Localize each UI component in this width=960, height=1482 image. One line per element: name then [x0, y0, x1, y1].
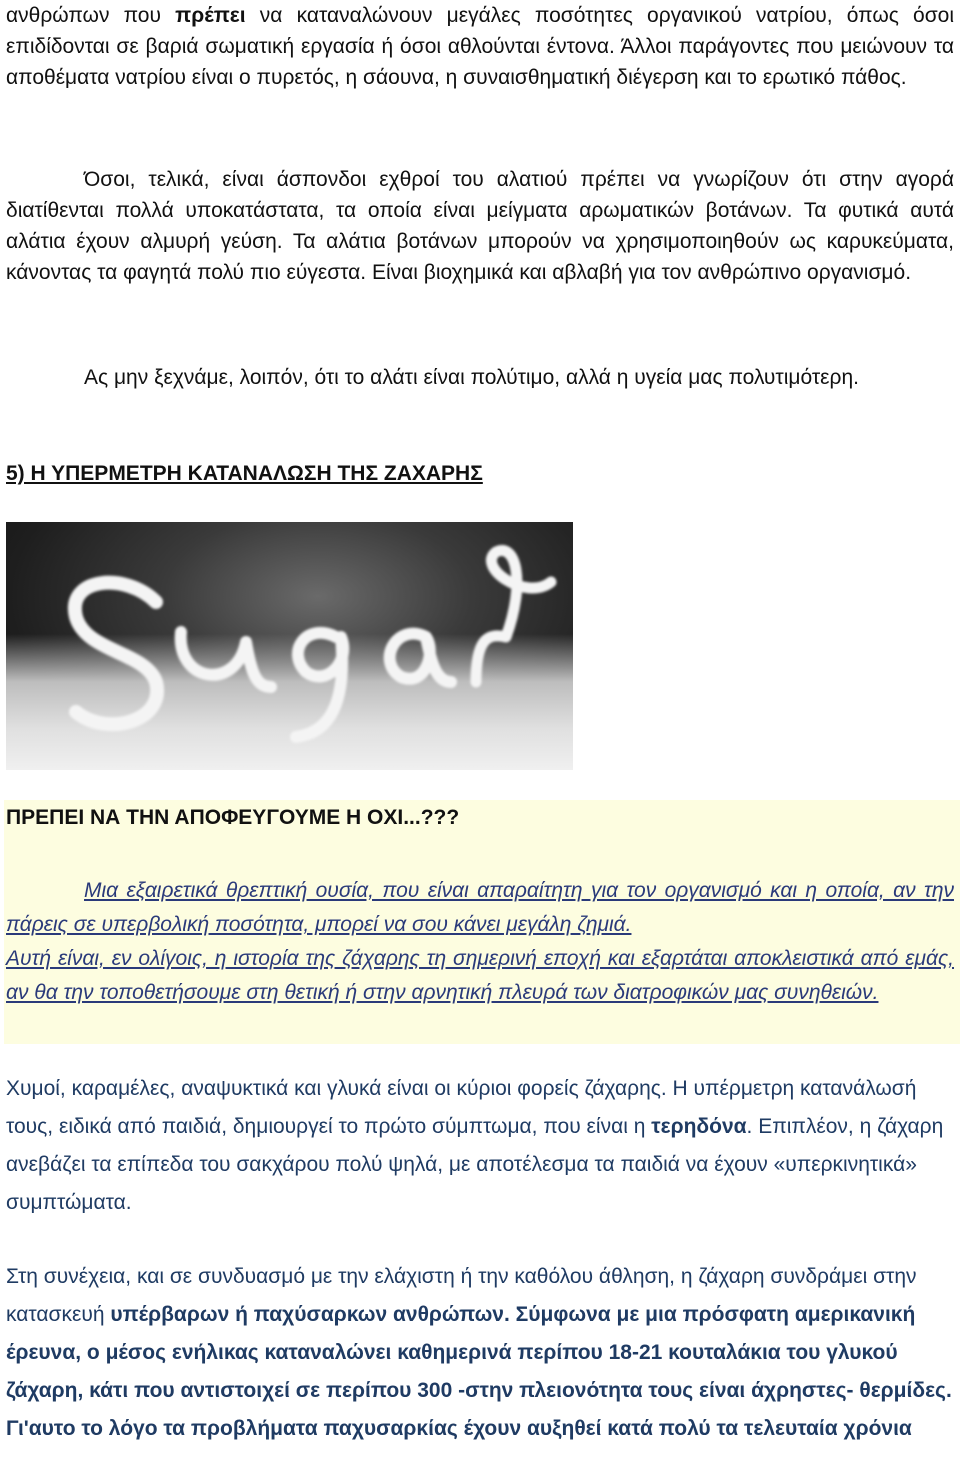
paragraph-salt-conclusion: Ας μην ξεχνάμε, λοιπόν, ότι το αλάτι είναι πολύτιμο, αλλά η υγεία μας πολυτιμότερη.	[84, 366, 859, 389]
paragraph-sugar-sources: Χυμοί, καραμέλες, αναψυκτικά και γλυκά είναι οι κύριοι φορείς ζάχαρης. Η υπέρμετρη κατανάλωσή τους, ειδικά από παιδιά, δημιουργεί το πρώτο σύμπτωμα, που είναι η τερηδόνα. Επιπλέον, η ζάχαρη ανεβάζει τα επίπεδα του σακχάρου πολύ ψηλά, με αποτέλεσμα τα παιδιά να έχουν «υπερκινητικά» συμπτώματα.	[6, 1077, 944, 1214]
emphasis-obesity-research: υπέρβαρων ή παχύσαρκων ανθρώπων. Σύμφωνα με μια πρόσφατη αμερικανική έρευνα, ο μέσος ενήλικας καταναλώνει καθημερινά περίπου 18-21 κουταλάκια του γλυκού ζάχαρη, κάτι που αντιστοιχεί σε περίπου 300 -στην πλειονότητα τους είναι άχρηστες- θερμίδες. Γι'αυτο το λόγο τα προβλήματα παχυσαρκίας έχουν αυξηθεί κατά πολύ τα τελευταία χρόνια	[6, 1303, 952, 1440]
sugar-lettering	[6, 522, 573, 770]
paragraph-sugar-obesity: Στη συνέχεια, και σε συνδυασμό με την ελάχιστη ή την καθόλου άθληση, η ζάχαρη συνδράμει στην κατασκευή υπέρβαρων ή παχύσαρκων ανθρώπων. Σύμφωνα με μια πρόσφατη αμερικανική έρευνα, ο μέσος ενήλικας καταναλώνει καθημερινά περίπου 18-21 κουταλάκια του γλυκού ζάχαρη, κάτι που αντιστοιχεί σε περίπου 300 -στην πλειονότητα τους είναι άχρηστες- θερμίδες. Γι'αυτο το λόγο τα προβλήματα παχυσαρκίας έχουν αυξηθεί κατά πολύ τα τελευταία χρόνια	[6, 1265, 952, 1440]
section-heading-sugar: 5) Η ΥΠΕΡΜΕΤΡΗ ΚΑΤΑΝΑΛΩΣΗ ΤΗΣ ΖΑΧΑΡΗΣ	[6, 462, 483, 485]
paragraph-sodium-factors: ανθρώπων που πρέπει να καταναλώνουν μεγάλες ποσότητες οργανικού νατρίου, όπως όσοι επιδίδονται σε βαριά σωματική εργασία ή όσοι αθλούνται έντονα. Άλλοι παράγοντες που μειώνουν τα αποθέματα νατρίου είναι ο πυρετός, η σάουνα, η συναισθηματική διέγερση και το ερωτικό πάθος.	[6, 4, 954, 89]
sugar-photo	[6, 522, 573, 770]
paragraph-salt-substitutes: Όσοι, τελικά, είναι άσπονδοι εχθροί του αλατιού πρέπει να γνωρίζουν ότι στην αγορά διατίθενται πολλά υποκατάστατα, τα οποία είναι μείγματα αρωματικών βοτάνων. Τα φυτικά αυτά αλάτια έχουν αλμυρή γεύση. Τα αλάτια βοτάνων μπορούν να χρησιμοποιηθούν ως καρυκεύματα, κάνοντας τα φαγητά πολύ πιο εύγεστα. Είναι βιοχημικά και αβλαβή για τον ανθρώπινο οργανισμό.	[6, 168, 954, 284]
italic-paragraph-nutrient: Μια εξαιρετικά θρεπτική ουσία, που είναι απαραίτητη για τον οργανισμό και η οποία, αν την πάρεις σε υπερβολική ποσότητα, μπορεί να σου κάνει μεγάλη ζημιά.	[6, 879, 954, 936]
question-line: ΠΡΕΠΕΙ ΝΑ ΤΗΝ ΑΠΟΦΕΥΓΟΥΜΕ Η ΟΧΙ...???	[6, 806, 460, 829]
emphasis-must: πρέπει	[175, 4, 246, 27]
italic-paragraph-story: Αυτή είναι, εν ολίγοις, η ιστορία της ζάχαρης τη σημερινή εποχή και εξαρτάται αποκλειστικά από εμάς, αν θα την τοποθετήσουμε στη θετική ή στην αρνητική πλευρά των διατροφικών μας συνηθειών.	[6, 947, 954, 1004]
emphasis-tooth-decay: τερηδόνα	[651, 1115, 747, 1138]
